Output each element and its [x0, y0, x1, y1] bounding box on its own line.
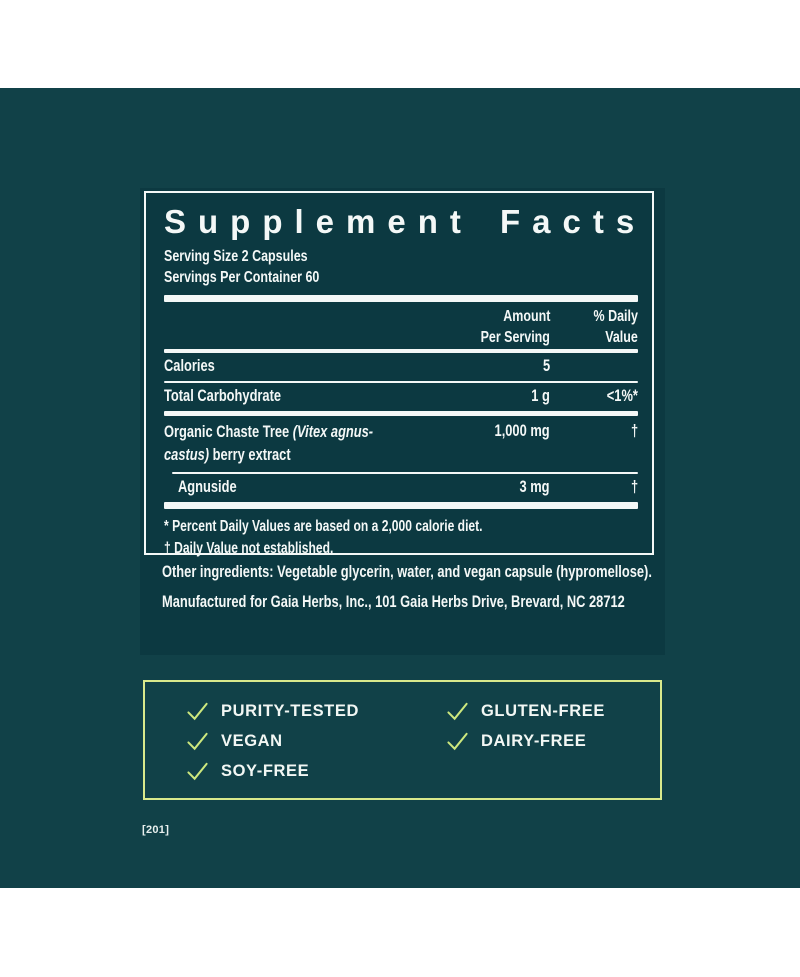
footnote-daily-values: * Percent Daily Values are based on a 2,000 calorie diet. [164, 518, 483, 535]
product-badges-box [143, 680, 662, 800]
amount-per-serving-header: Amount Per Serving [480, 308, 550, 346]
check-icon [445, 729, 469, 753]
servings-per-container: Servings Per Container 60 [164, 269, 320, 286]
nutrient-amount: 3 mg [519, 478, 550, 496]
nutrient-name: Agnuside [178, 478, 237, 496]
badge-label: DAIRY-FREE [481, 731, 587, 750]
badge-purity-tested [185, 696, 359, 726]
badge-label: SOY-FREE [221, 761, 310, 780]
badge-gluten-free [445, 696, 605, 726]
daily-value-header: % Daily Value [593, 308, 638, 346]
serving-size: Serving Size 2 Capsules [164, 248, 308, 265]
badge-column-right [445, 696, 605, 756]
badge-dairy-free [445, 726, 605, 756]
check-icon [185, 699, 209, 723]
badge-column-left [185, 696, 359, 786]
item-code: [201] [142, 824, 170, 836]
nutrient-name: Organic Chaste Tree (Vitex agnus-castus) berry extract [164, 423, 374, 464]
nutrient-name: Total Carbohydrate [164, 387, 282, 405]
badge-vegan [185, 726, 359, 756]
badge-label: PURITY-TESTED [221, 701, 359, 720]
check-icon [445, 699, 469, 723]
panel-title: Supplement Facts [164, 203, 647, 240]
nutrient-dv: † [630, 422, 638, 440]
nutrient-dv: † [630, 478, 638, 496]
nutrient-dv: <1%* [606, 387, 638, 405]
footnote-dagger: † Daily Value not established. [164, 539, 334, 557]
nutrient-amount: 1 g [531, 387, 550, 405]
badge-label: VEGAN [221, 731, 283, 750]
check-icon [185, 729, 209, 753]
badge-soy-free [185, 756, 359, 786]
check-icon [185, 759, 209, 783]
nutrient-name: Calories [164, 357, 215, 375]
manufacturer-info: Manufactured for Gaia Herbs, Inc., 101 Gaia Herbs Drive, Brevard, NC 28712 [162, 593, 625, 611]
nutrient-amount: 1,000 mg [494, 422, 550, 440]
badge-label: GLUTEN-FREE [481, 701, 605, 720]
nutrient-amount: 5 [542, 357, 550, 375]
other-ingredients: Other ingredients: Vegetable glycerin, water, and vegan capsule (hypromellose). [162, 563, 652, 581]
